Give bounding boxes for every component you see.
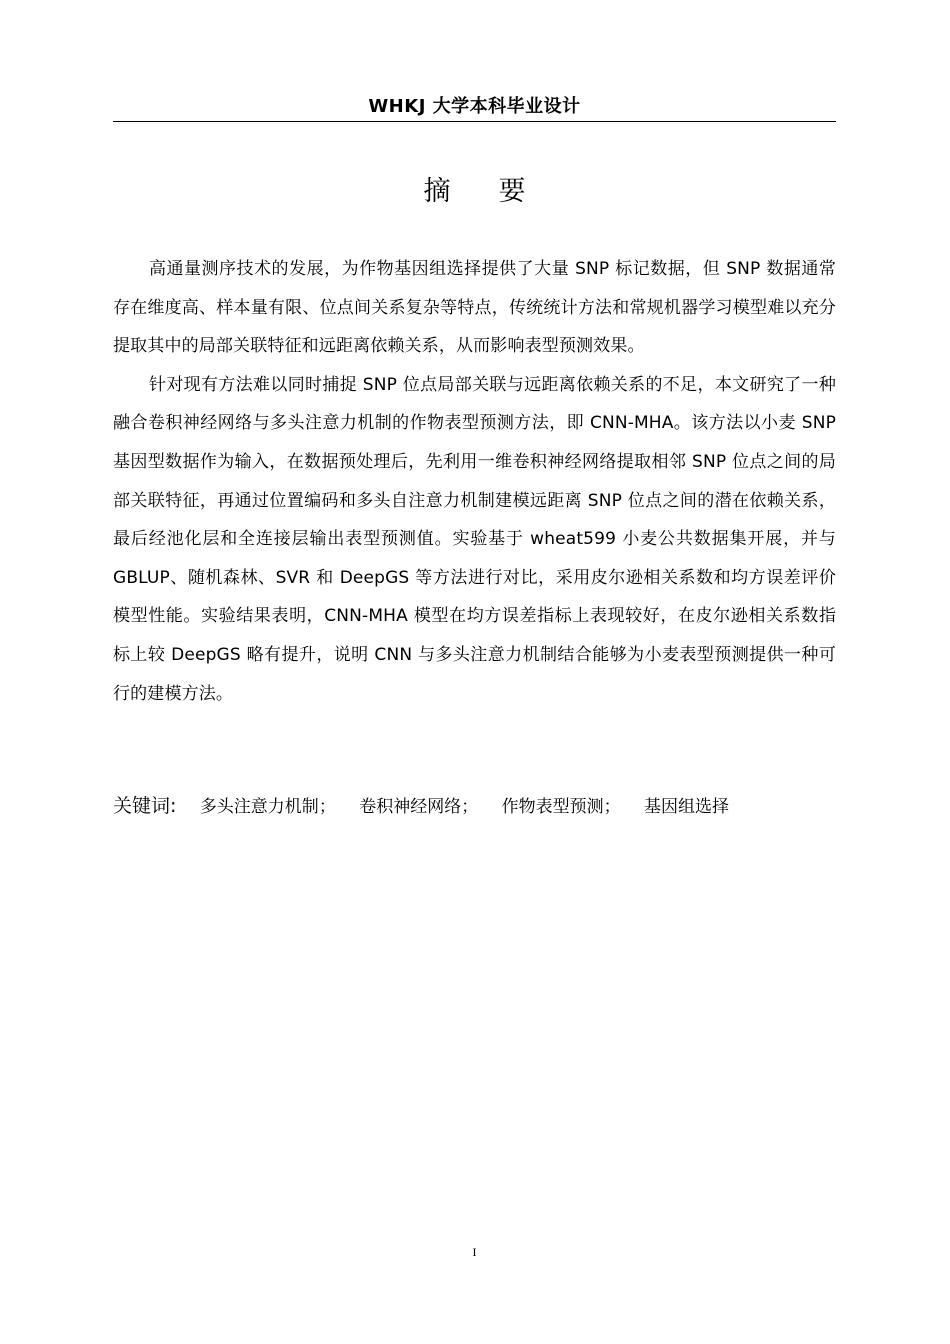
keyword-separator: ； [318,797,336,817]
keyword-item: 卷积神经网络 [359,797,462,817]
abstract-body [113,250,836,713]
running-header: WHKJ 大学本科毕业设计 [368,96,581,117]
abstract-title: 摘要 [423,176,574,207]
abstract-paragraph-1: 高通量测序技术的发展，为作物基因组选择提供了大量 SNP 标记数据，但 SNP 数据通常存在维度高、样本量有限、位点间关系复杂等特点，传统统计方法和常规机器学习模型难以充分提取其中的局部关联特征和远距离依赖关系，从而影响表型预测效果。 [113,259,836,357]
keywords-label: 关键词: [113,795,177,817]
keyword-separator: ； [461,797,479,817]
header-rule [113,121,836,122]
keywords-line [113,789,836,824]
abstract-paragraph-2: 针对现有方法难以同时捕捉 SNP 位点局部关联与远距离依赖关系的不足，本文研究了一种融合卷积神经网络与多头注意力机制的作物表型预测方法，即 CNN-MHA。该方法以小麦 SNP 基因型数据作为输入，在数据预处理后，先利用一维卷积神经网络提取相邻 SNP 位点之间的局部关联特征，再通过位置编码和多头自注意力机制建模远距离 SNP 位点之间的潜在依赖关系，最后经池化层和全连接层输出表型预测值。实验基于 wheat599 小麦公共数据集开展，并与 GBLUP、随机森林、SVR 和 DeepGS 等方法进行对比，采用皮尔逊相关系数和均方误差评价模型性能。实验结果表明，CNN-MHA 模型在均方误差指标上表现较好，在皮尔逊相关系数指标上较 DeepGS 略有提升，说明 CNN 与多头注意力机制结合能够为小麦表型预测提供一种可行的建模方法。 [113,374,836,704]
keyword-item: 作物表型预测 [501,797,604,817]
keyword-item: 基因组选择 [644,797,730,817]
page-number: I [472,1245,477,1259]
keyword-item: 多头注意力机制 [199,797,319,817]
keyword-separator: ； [603,797,621,817]
